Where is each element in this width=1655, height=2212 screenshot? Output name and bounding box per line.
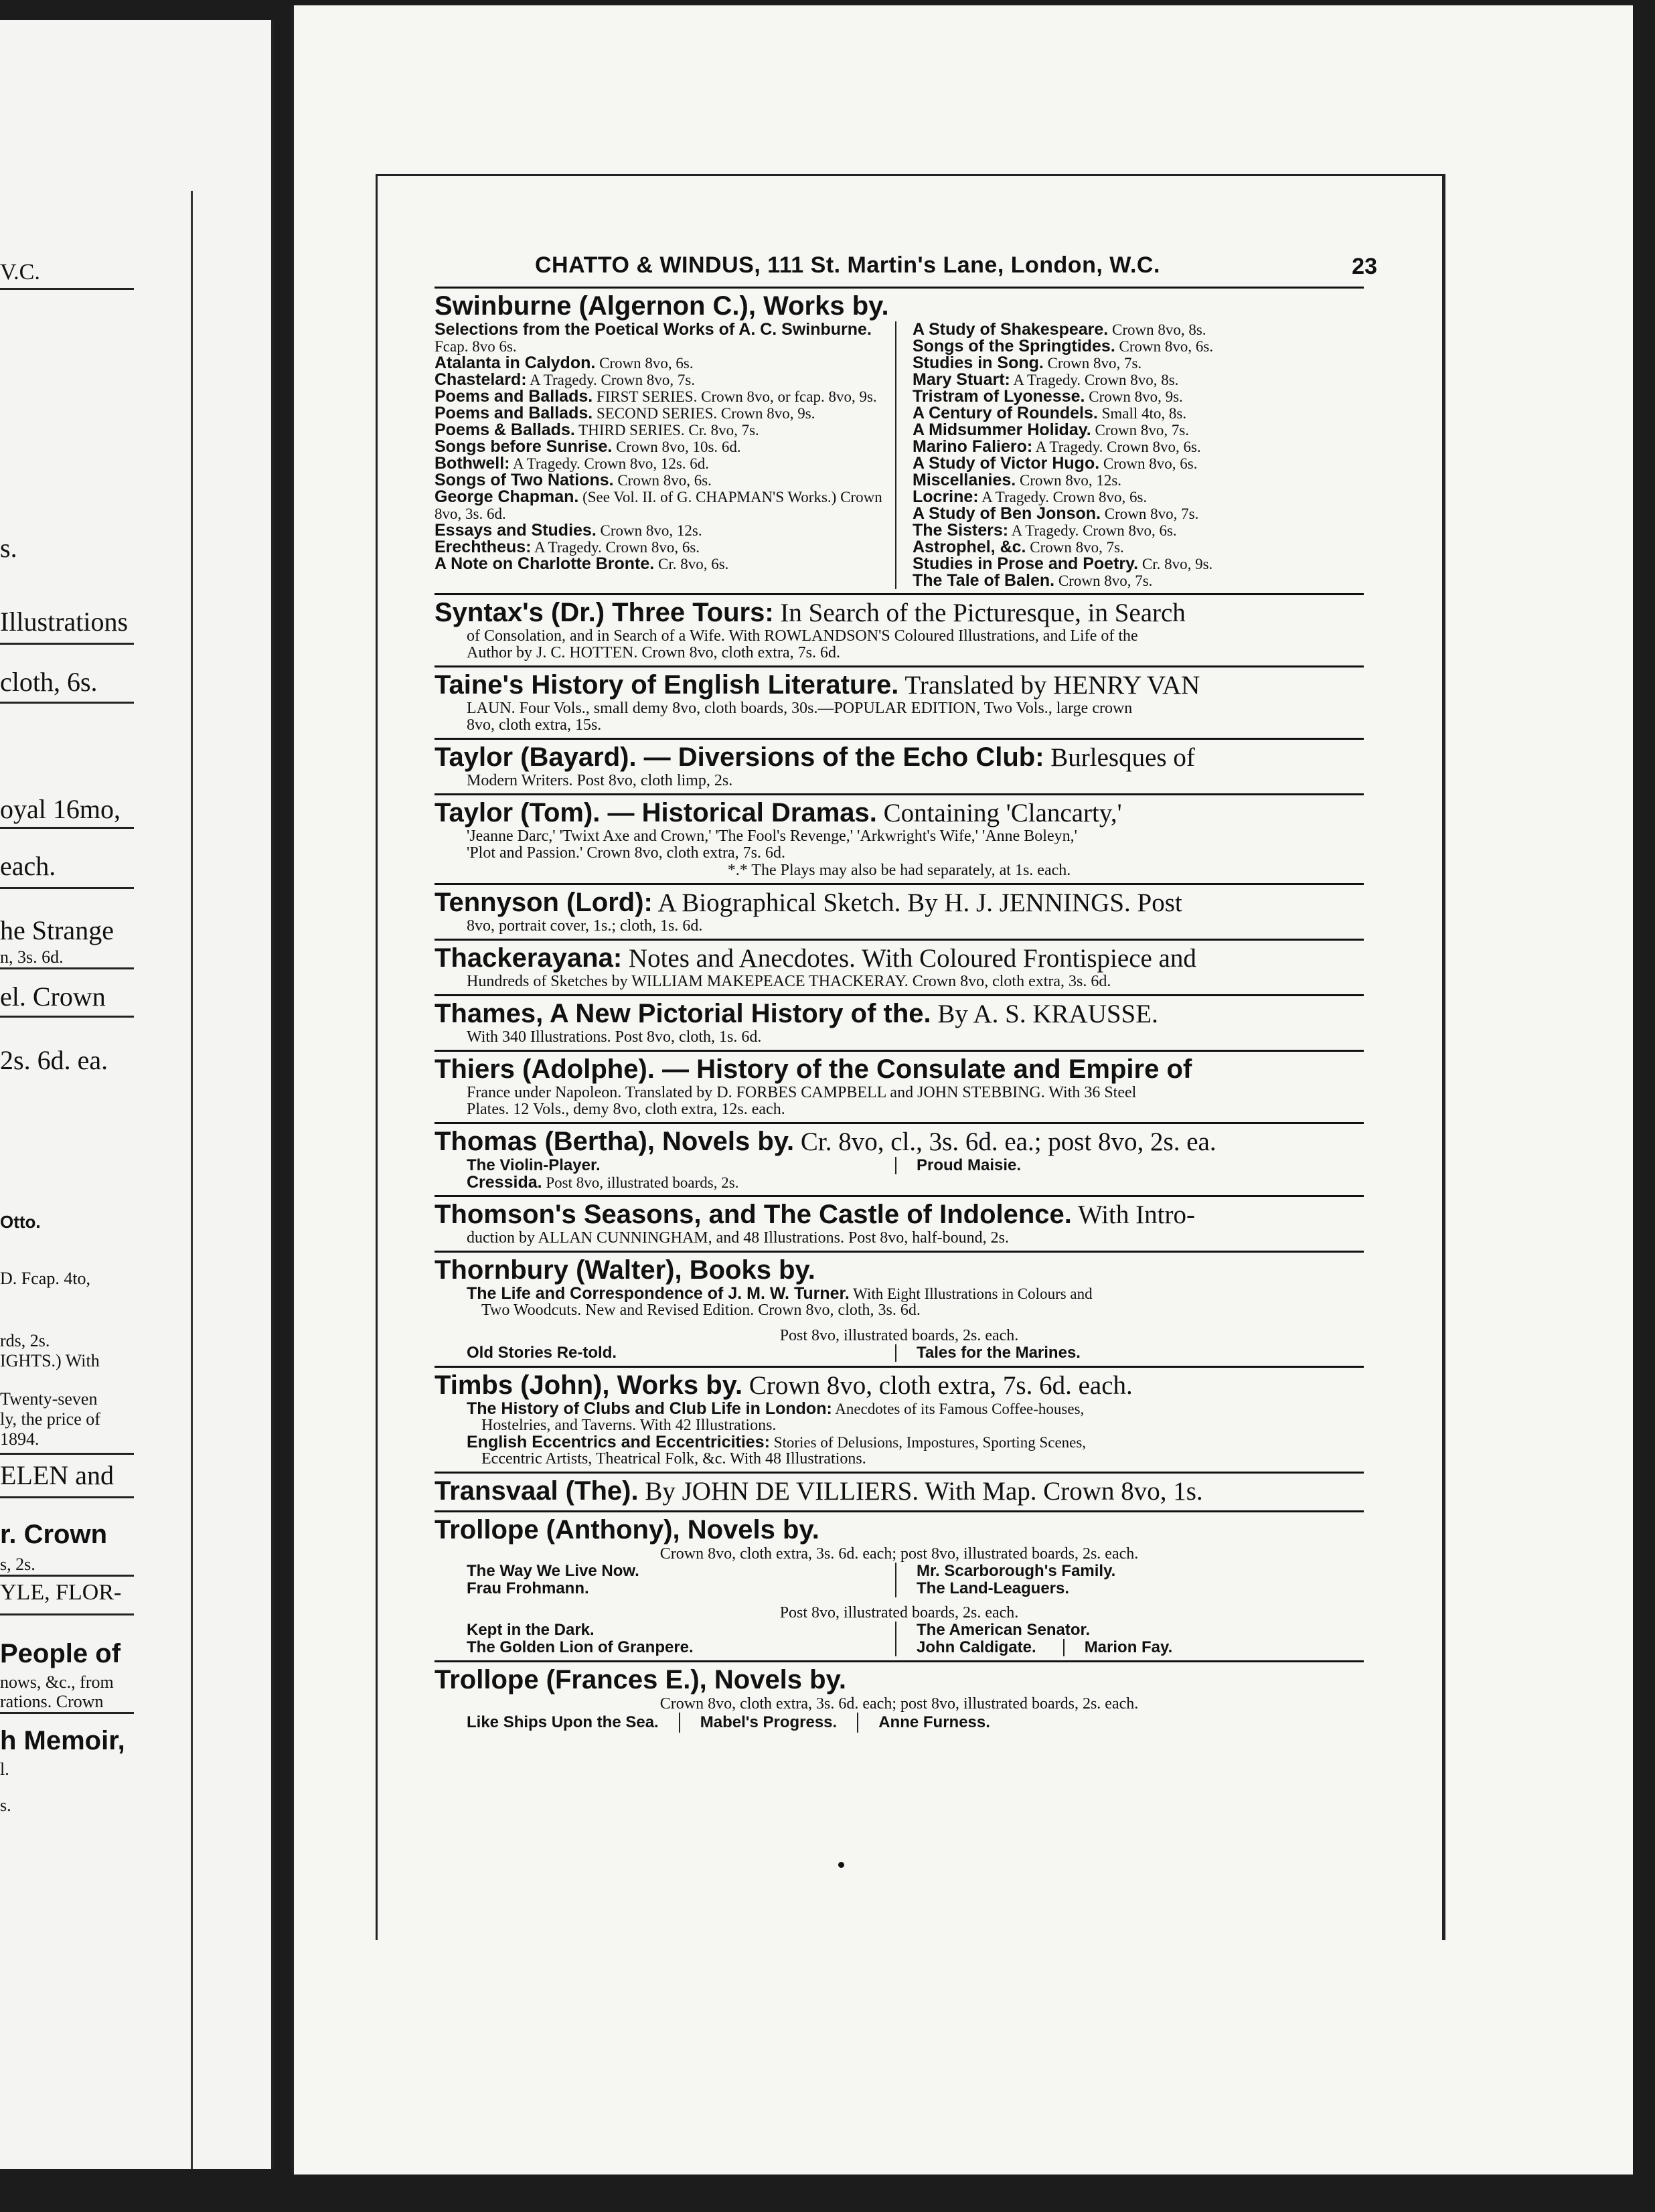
book-listing bbox=[913, 355, 1364, 372]
entry-detail: Two Woodcuts. New and Revised Edition. Crown 8vo, cloth, 3s. 6d. bbox=[481, 1301, 921, 1319]
entry-trollope-anthony bbox=[435, 1512, 1364, 1662]
entry-detail: 8vo, cloth extra, 15s. bbox=[467, 716, 602, 734]
book-detail: Cr. 8vo, 9s. bbox=[1141, 556, 1213, 572]
entry-detail: Eccentric Artists, Theatrical Folk, &c. With 48 Illustrations. bbox=[481, 1450, 866, 1468]
left-fragment: 1894. bbox=[0, 1429, 40, 1449]
book-title: Marion Fay. bbox=[1063, 1639, 1173, 1656]
book-listing bbox=[913, 572, 1364, 589]
book-title: Atalanta in Calydon. bbox=[435, 353, 596, 372]
book-title: A Study of Victor Hugo. bbox=[913, 454, 1100, 473]
left-fragment: l. bbox=[0, 1759, 9, 1779]
book-title: John Caldigate. bbox=[917, 1638, 1036, 1656]
book-title: Tales for the Marines. bbox=[917, 1344, 1081, 1362]
book-title: Poems and Ballads. bbox=[435, 404, 593, 422]
swinburne-left-column bbox=[435, 321, 896, 589]
entry-heading: Taylor (Tom). — Historical Dramas. bbox=[435, 798, 877, 827]
left-fragment: Otto. bbox=[0, 1212, 41, 1232]
left-fragment: s. bbox=[0, 1796, 11, 1815]
left-fragment: rations. Crown bbox=[0, 1692, 104, 1711]
book-title: Songs of Two Nations. bbox=[435, 471, 614, 489]
entry-heading: Trollope (Anthony), Novels by. bbox=[435, 1515, 819, 1545]
entry-detail: duction by ALLAN CUNNINGHAM, and 48 Illustrations. Post 8vo, half-bound, 2s. bbox=[467, 1229, 1009, 1247]
book-detail: (See Vol. II. of G. CHAPMAN'S Works.) Crown 8vo, 3s. 6d. bbox=[435, 489, 882, 522]
book-title: Mr. Scarborough's Family. bbox=[917, 1562, 1116, 1580]
book-title: English Eccentrics and Eccentricities: bbox=[467, 1433, 770, 1451]
book-title: The Tale of Balen. bbox=[913, 571, 1055, 590]
left-fragment: s, 2s. bbox=[0, 1555, 35, 1574]
book-listing bbox=[435, 321, 886, 355]
book-title: Studies in Song. bbox=[913, 353, 1044, 372]
left-fragment: 2s. 6d. ea. bbox=[0, 1045, 108, 1075]
entry-description: Notes and Anecdotes. With Coloured Frontispiece and bbox=[628, 944, 1196, 973]
running-head bbox=[435, 250, 1377, 289]
title-pair bbox=[435, 1563, 1364, 1580]
entry-detail: 'Plot and Passion.' Crown 8vo, cloth extra, 7s. 6d. bbox=[467, 844, 785, 862]
book-detail: Crown 8vo, 12s. bbox=[600, 522, 702, 539]
book-detail: Crown 8vo, 6s. bbox=[1103, 455, 1198, 472]
price-line: Post 8vo, illustrated boards, 2s. each. bbox=[779, 1604, 1019, 1622]
book-title: The Land-Leaguers. bbox=[917, 1579, 1070, 1597]
book-listing bbox=[913, 539, 1364, 556]
entry-thiers bbox=[435, 1052, 1364, 1124]
book-title: Miscellanies. bbox=[913, 471, 1016, 489]
left-fragment: People of bbox=[0, 1639, 121, 1668]
entry-heading: Thomas (Bertha), Novels by. bbox=[435, 1127, 795, 1156]
book-title: A Study of Ben Jonson. bbox=[913, 504, 1101, 523]
book-title: Anne Furness. bbox=[857, 1713, 1010, 1733]
entry-transvaal bbox=[435, 1474, 1364, 1512]
entry-detail: 8vo, portrait cover, 1s.; cloth, 1s. 6d. bbox=[467, 917, 703, 935]
book-title: Essays and Studies. bbox=[435, 521, 597, 540]
left-fragment: rds, 2s. bbox=[0, 1331, 50, 1350]
left-fragment: IGHTS.) With bbox=[0, 1351, 100, 1370]
left-fragment: ELEN and bbox=[0, 1460, 114, 1490]
entry-thomson bbox=[435, 1197, 1364, 1253]
entry-thomas bbox=[435, 1124, 1364, 1197]
left-fragment: each. bbox=[0, 851, 56, 881]
book-detail: Crown 8vo, 6s. bbox=[599, 355, 694, 372]
left-fragment: YLE, FLOR- bbox=[0, 1580, 122, 1605]
left-fragment: el. Crown bbox=[0, 981, 106, 1012]
book-detail: Fcap. 8vo 6s. bbox=[435, 338, 517, 355]
title-pair bbox=[435, 1639, 1364, 1656]
book-listing bbox=[435, 489, 886, 522]
book-detail: Crown 8vo, 6s. bbox=[1119, 338, 1214, 355]
entry-heading: Trollope (Frances E.), Novels by. bbox=[435, 1665, 846, 1694]
book-detail: Small 4to, 8s. bbox=[1101, 405, 1187, 422]
book-detail: SECOND SERIES. Crown 8vo, 9s. bbox=[596, 405, 815, 422]
book-detail: A Tragedy. Crown 8vo, 8s. bbox=[1013, 372, 1179, 388]
left-page-fragment bbox=[0, 20, 274, 2169]
book-listing bbox=[913, 522, 1364, 539]
left-fragment: V.C. bbox=[0, 260, 40, 285]
page-number: 23 bbox=[1352, 254, 1377, 279]
book-detail: A Tragedy. Crown 8vo, 12s. 6d. bbox=[512, 455, 710, 472]
swinburne-right-column bbox=[896, 321, 1364, 589]
book-listing bbox=[435, 405, 886, 422]
book-title: Poems & Ballads. bbox=[435, 420, 575, 439]
book-title: Studies in Prose and Poetry. bbox=[913, 554, 1139, 573]
title-pair bbox=[435, 1157, 1364, 1174]
book-listing bbox=[435, 472, 886, 489]
entry-heading: Taine's History of English Literature. bbox=[435, 670, 899, 700]
book-title: The Life and Correspondence of J. M. W. Turner. bbox=[467, 1284, 850, 1303]
entry-heading: Thames, A New Pictorial History of the. bbox=[435, 999, 931, 1028]
entry-detail: Author by J. C. HOTTEN. Crown 8vo, cloth extra, 7s. 6d. bbox=[467, 644, 840, 661]
book-listing bbox=[435, 539, 886, 556]
entry-detail: LAUN. Four Vols., small demy 8vo, cloth boards, 30s.—POPULAR EDITION, Two Vols., large crown bbox=[467, 700, 1133, 717]
left-fragment: Twenty-seven bbox=[0, 1389, 98, 1409]
book-listing bbox=[913, 338, 1364, 355]
entry-detail: Plates. 12 Vols., demy 8vo, cloth extra, 12s. each. bbox=[467, 1101, 785, 1118]
entry-taine bbox=[435, 667, 1364, 740]
entry-description: With Intro- bbox=[1077, 1200, 1195, 1229]
entry-heading: Thiers (Adolphe). — History of the Consulate and Empire of bbox=[435, 1054, 1192, 1084]
entry-heading: Tennyson (Lord): bbox=[435, 888, 653, 917]
title-row bbox=[435, 1713, 1364, 1733]
entry-description: Translated by HENRY VAN bbox=[904, 671, 1200, 700]
book-title: The History of Clubs and Club Life in London: bbox=[467, 1399, 832, 1418]
title-pair bbox=[435, 1622, 1364, 1639]
page-ornament bbox=[838, 1862, 844, 1868]
book-detail: THIRD SERIES. Cr. 8vo, 7s. bbox=[578, 422, 759, 439]
book-listing bbox=[435, 355, 886, 372]
entry-description: By JOHN DE VILLIERS. With Map. Crown 8vo, 1s. bbox=[645, 1477, 1203, 1506]
price-line: Crown 8vo, cloth extra, 3s. 6d. each; post 8vo, illustrated boards, 2s. each. bbox=[659, 1545, 1139, 1563]
book-detail: A Tragedy. Crown 8vo, 6s. bbox=[1011, 522, 1177, 539]
price-line: Post 8vo, illustrated boards, 2s. each. bbox=[779, 1327, 1019, 1344]
book-listing bbox=[435, 522, 886, 539]
book-title: Chastelard: bbox=[435, 370, 527, 389]
title-pair bbox=[435, 1344, 1364, 1362]
book-title: The Way We Live Now. bbox=[467, 1563, 896, 1580]
book-title: The Sisters: bbox=[913, 521, 1009, 540]
book-detail: Stories of Delusions, Impostures, Sporting Scenes, bbox=[773, 1434, 1087, 1451]
book-title: Tristram of Lyonesse. bbox=[913, 387, 1085, 406]
book-detail: Crown 8vo, 6s. bbox=[617, 472, 712, 489]
book-detail: A Tragedy. Crown 8vo, 7s. bbox=[530, 372, 696, 388]
entry-syntax bbox=[435, 595, 1364, 667]
book-title: Old Stories Re-told. bbox=[467, 1344, 896, 1362]
entry-thornbury bbox=[435, 1253, 1364, 1368]
entry-detail: Hundreds of Sketches by WILLIAM MAKEPEACE THACKERAY. Crown 8vo, cloth extra, 3s. 6d. bbox=[467, 973, 1111, 990]
left-fragment: s. bbox=[0, 533, 17, 563]
entry-heading: Thornbury (Walter), Books by. bbox=[435, 1255, 815, 1285]
book-detail: FIRST SERIES. Crown 8vo, or fcap. 8vo, 9s. bbox=[596, 388, 877, 405]
book-listing bbox=[913, 388, 1364, 405]
book-title: The Golden Lion of Granpere. bbox=[467, 1639, 896, 1656]
book-title: Kept in the Dark. bbox=[467, 1622, 896, 1639]
entry-detail: 'Jeanne Darc,' 'Twixt Axe and Crown,' 'The Fool's Revenge,' 'Arkwright's Wife,' 'Anne Boleyn,' bbox=[467, 827, 1077, 845]
book-title: Selections from the Poetical Works of A. C. Swinburne. bbox=[435, 320, 872, 339]
left-fragment: ly, the price of bbox=[0, 1409, 100, 1429]
entry-description: By A. S. KRAUSSE. bbox=[937, 1000, 1158, 1028]
entry-description: Cr. 8vo, cl., 3s. 6d. ea.; post 8vo, 2s. ea. bbox=[800, 1127, 1216, 1156]
entry-swinburne bbox=[435, 289, 1364, 595]
book-detail: Cr. 8vo, 6s. bbox=[658, 556, 729, 572]
book-detail: Crown 8vo, 8s. bbox=[1111, 321, 1206, 338]
book-title: Like Ships Upon the Sea. bbox=[467, 1713, 659, 1731]
left-fragment: r. Crown bbox=[0, 1520, 108, 1549]
book-title: Mabel's Progress. bbox=[679, 1713, 857, 1733]
entry-heading: Taylor (Bayard). — Diversions of the Echo Club: bbox=[435, 742, 1044, 772]
entry-description: Crown 8vo, cloth extra, 7s. 6d. each. bbox=[748, 1371, 1133, 1400]
book-title: Marino Faliero: bbox=[913, 437, 1033, 456]
entry-detail: France under Napoleon. Translated by D. FORBES CAMPBELL and JOHN STEBBING. With 36 Steel bbox=[467, 1084, 1137, 1101]
book-detail: A Tragedy. Crown 8vo, 6s. bbox=[981, 489, 1148, 505]
book-listing bbox=[435, 439, 886, 455]
book-title: George Chapman. bbox=[435, 487, 579, 506]
book-listing bbox=[435, 455, 886, 472]
book-title: A Century of Roundels. bbox=[913, 404, 1098, 422]
entry-detail: With 340 Illustrations. Post 8vo, cloth, 1s. 6d. bbox=[467, 1028, 762, 1046]
left-page-frame bbox=[0, 191, 193, 2169]
book-listing bbox=[913, 321, 1364, 338]
book-listing bbox=[913, 472, 1364, 489]
title-pair bbox=[435, 1580, 1364, 1597]
book-title: Erechtheus: bbox=[435, 538, 532, 556]
book-title: The American Senator. bbox=[917, 1621, 1091, 1639]
left-fragment: oyal 16mo, bbox=[0, 794, 121, 824]
entry-heading: Thomson's Seasons, and The Castle of Indolence. bbox=[435, 1200, 1072, 1229]
book-title: Locrine: bbox=[913, 487, 979, 506]
entry-heading: Transvaal (The). bbox=[435, 1476, 639, 1506]
book-title: Proud Maisie. bbox=[917, 1156, 1022, 1174]
book-detail: Anecdotes of its Famous Coffee-houses, bbox=[835, 1401, 1085, 1417]
entry-heading: Timbs (John), Works by. bbox=[435, 1370, 743, 1400]
page-content bbox=[435, 250, 1377, 1733]
book-title: A Midsummer Holiday. bbox=[913, 420, 1091, 439]
book-title: Poems and Ballads. bbox=[435, 387, 593, 406]
book-title: Songs of the Springtides. bbox=[913, 337, 1115, 356]
entry-detail: of Consolation, and in Search of a Wife. With ROWLANDSON'S Coloured Illustrations, and Life of the bbox=[467, 627, 1138, 645]
entry-thackerayana bbox=[435, 941, 1364, 996]
book-title: Songs before Sunrise. bbox=[435, 437, 613, 456]
book-title: A Study of Shakespeare. bbox=[913, 320, 1109, 339]
publisher-address: CHATTO & WINDUS, 111 St. Martin's Lane, London, W.C. bbox=[535, 252, 1160, 278]
book-title: A Note on Charlotte Bronte. bbox=[435, 554, 655, 573]
book-detail: Crown 8vo, 7s. bbox=[1095, 422, 1190, 439]
book-listing bbox=[435, 388, 886, 405]
entry-taylor-bayard bbox=[435, 740, 1364, 795]
book-title: Bothwell: bbox=[435, 454, 510, 473]
book-detail: Post 8vo, illustrated boards, 2s. bbox=[546, 1174, 739, 1191]
catalogue-page bbox=[291, 5, 1633, 2175]
entry-description: A Biographical Sketch. By H. J. JENNINGS. Post bbox=[657, 888, 1182, 917]
book-listing bbox=[913, 405, 1364, 422]
book-listing bbox=[913, 422, 1364, 439]
entry-detail: Hostelries, and Taverns. With 42 Illustrations. bbox=[481, 1417, 777, 1434]
book-listing bbox=[913, 455, 1364, 472]
book-listing bbox=[913, 439, 1364, 455]
book-detail: Crown 8vo, 7s. bbox=[1058, 572, 1153, 589]
book-title: Mary Stuart: bbox=[913, 370, 1010, 389]
book-detail: Crown 8vo, 10s. 6d. bbox=[616, 439, 741, 455]
left-fragment: he Strange bbox=[0, 915, 114, 945]
entry-note: *.* The Plays may also be had separately, at 1s. each. bbox=[727, 862, 1071, 879]
entry-description: In Search of the Picturesque, in Search bbox=[780, 599, 1186, 627]
entry-description: Containing 'Clancarty,' bbox=[883, 799, 1122, 827]
entry-thames bbox=[435, 996, 1364, 1052]
book-detail: Crown 8vo, 7s. bbox=[1104, 505, 1199, 522]
book-listing bbox=[435, 556, 886, 572]
book-listing bbox=[913, 372, 1364, 388]
book-listing bbox=[913, 489, 1364, 505]
left-fragment: Illustrations bbox=[0, 607, 129, 637]
entry-taylor-tom bbox=[435, 795, 1364, 885]
entry-timbs bbox=[435, 1368, 1364, 1474]
entry-heading: Swinburne (Algernon C.), Works by. bbox=[435, 291, 889, 321]
book-title: Frau Frohmann. bbox=[467, 1580, 896, 1597]
entry-detail: Modern Writers. Post 8vo, cloth limp, 2s. bbox=[467, 772, 733, 789]
left-fragment: h Memoir, bbox=[0, 1726, 125, 1755]
left-fragment: nows, &c., from bbox=[0, 1672, 114, 1692]
book-detail: Crown 8vo, 7s. bbox=[1030, 539, 1124, 556]
book-listing bbox=[435, 422, 886, 439]
book-detail: Crown 8vo, 7s. bbox=[1047, 355, 1142, 372]
book-detail: A Tragedy. Crown 8vo, 6s. bbox=[1035, 439, 1201, 455]
book-title: Cressida. bbox=[467, 1173, 542, 1192]
left-fragment: n, 3s. 6d. bbox=[0, 947, 64, 967]
entry-description: Burlesques of bbox=[1050, 743, 1195, 772]
entry-heading: Syntax's (Dr.) Three Tours: bbox=[435, 598, 774, 627]
book-detail: A Tragedy. Crown 8vo, 6s. bbox=[534, 539, 700, 556]
book-title: Astrophel, &c. bbox=[913, 538, 1026, 556]
book-listing bbox=[913, 505, 1364, 522]
left-fragment: D. Fcap. 4to, bbox=[0, 1269, 91, 1288]
book-detail: Crown 8vo, 12s. bbox=[1020, 472, 1122, 489]
book-title: The Violin-Player. bbox=[467, 1157, 896, 1174]
entry-trollope-frances bbox=[435, 1662, 1364, 1733]
book-detail: With Eight Illustrations in Colours and bbox=[853, 1285, 1093, 1302]
entry-heading: Thackerayana: bbox=[435, 943, 623, 973]
book-listing bbox=[435, 372, 886, 388]
price-line: Crown 8vo, cloth extra, 3s. 6d. each; post 8vo, illustrated boards, 2s. each. bbox=[659, 1695, 1139, 1713]
left-fragment: cloth, 6s. bbox=[0, 667, 98, 697]
book-detail: Crown 8vo, 9s. bbox=[1089, 388, 1183, 405]
book-listing bbox=[913, 556, 1364, 572]
entry-tennyson bbox=[435, 885, 1364, 941]
